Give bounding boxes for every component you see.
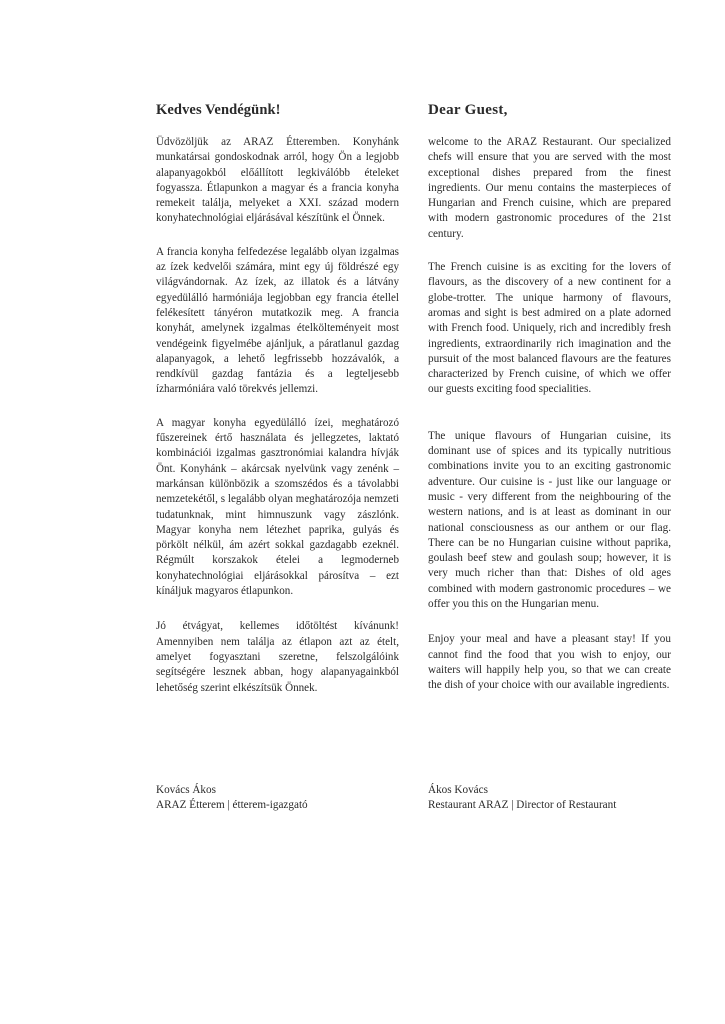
english-paragraph-4: Enjoy your meal and have a pleasant stay! If you cannot find the food that you wish to enjoy, our waiters will happily help you, so that we can create the dish of your choice with our available ingredients. [428,633,671,692]
english-paragraph-2: The French cuisine is as exciting for the lovers of flavours, as the discovery of a new continent for a globe-trotter. The unique harmony of flavours, aromas and sight is best admired on a plate adorned with French food. Uniquely, rich and incredibly fresh ingredients, extraordinarily rich imagination and the pursuit of the most balanced flavours are the features characterized by French cuisine, of which we offer our guests exciting food specialities. [428,261,671,396]
hungarian-paragraph-3: A magyar konyha egyedülálló ízei, meghatározó fűszereinek értő használata és jellegzetes, laktató kombinációi izgalmas gasztronómiai kalandra hívják Önt. Konyhánk – akárcsak nyelvünk vagy zenénk – markánsan különbözik a szomszédos és a távolabbi nemzetekétől, s legalább olyan meghatározója nemzeti tudatunknak, mint himnuszunk vagy zászlónk. Magyar konyha nem létezhet paprika, gulyás és pörkölt nélkül, ám azért sokkal gazdagabb ezeknél. Régmúlt korszakok ételei a legmoderneb konyhatechnológiai eljárásokkal párosítva – ezt kínáljuk magyaros étlapunkon. [156,416,399,598]
hungarian-signature-name: Kovács Ákos [156,784,216,796]
hungarian-paragraph-4: Jó étvágyat, kellemes időtöltést kívánunk! Amennyiben nem találja az étlapon azt az ételt, amelyet fogyasztani szeretne, felszolgálóink segítségére lesznek abban, hogy alapanyagainkból lehetőség szerint elkészítsük Önnek. [156,620,399,694]
english-paragraph-1: welcome to the ARAZ Restaurant. Our specialized chefs will ensure that you are served with the most exceptional dishes prepared from the finest ingredients. Our menu contains the masterpieces of Hungarian and French cuisine, which are prepared with modern gastronomic procedures of the 21st century. [428,136,671,240]
hungarian-paragraph-1: Üdvözöljük az ARAZ Étteremben. Konyhánk munkatársai gondoskodnak arról, hogy Ön a legjobb alapanyagokból előállított legkiválóbb ételeket fogyassza. Étlapunkon a magyar és a francia konyha remekeit találja, melyeket a XXI. század modern konyhatechnológiai eljárásával készítünk el Önnek. [156,136,399,225]
english-signature-title: Restaurant ARAZ | Director of Restaurant [428,799,617,812]
english-column [428,101,671,694]
english-signature-name: Ákos Kovács [428,784,488,796]
hungarian-signature-title: ARAZ Étterem | étterem-igazgató [156,799,308,812]
english-signature [428,783,616,814]
hungarian-paragraph-2: A francia konyha felfedezése legalább olyan izgalmas az ízek kedvelői számára, mint egy új földrészé egy világvándornak. Az ízek, az illatok és a látvány egyedülálló harmóniája legjobban egy francia étellel felékesített tányéron mutatkozik meg. A francia konyhát, amelynek izgalmas ételkölteményeit most vendégeink figyelmébe ajánljuk, a páratlanul gazdag alapanyagok, a lehető legfrissebb hozzávalók, a rendkívül gazdag fantázia és a legteljesebb ízharmóniára való törekvés jellemzi. [156,245,399,396]
hungarian-column [156,101,399,696]
hungarian-signature [156,783,308,814]
english-heading: Dear Guest, [428,102,508,118]
hungarian-heading: Kedves Vendégünk! [156,102,281,118]
english-paragraph-3: The unique flavours of Hungarian cuisine, its dominant use of spices and its typically nutritious combinations invite you to an exciting gastronomic adventure. Our cuisine is - just like our language or music - very different from the neighbouring of the western nations, and is at least as dominant in our national consciousness as our anthem or our flag. There can be no Hungarian cuisine without paprika, goulash beef stew and goulash soup; however, it is very much richer than that: Dishes of old ages combined with modern gastronomic procedures – we offer you this on the Hungarian menu. [428,429,671,611]
